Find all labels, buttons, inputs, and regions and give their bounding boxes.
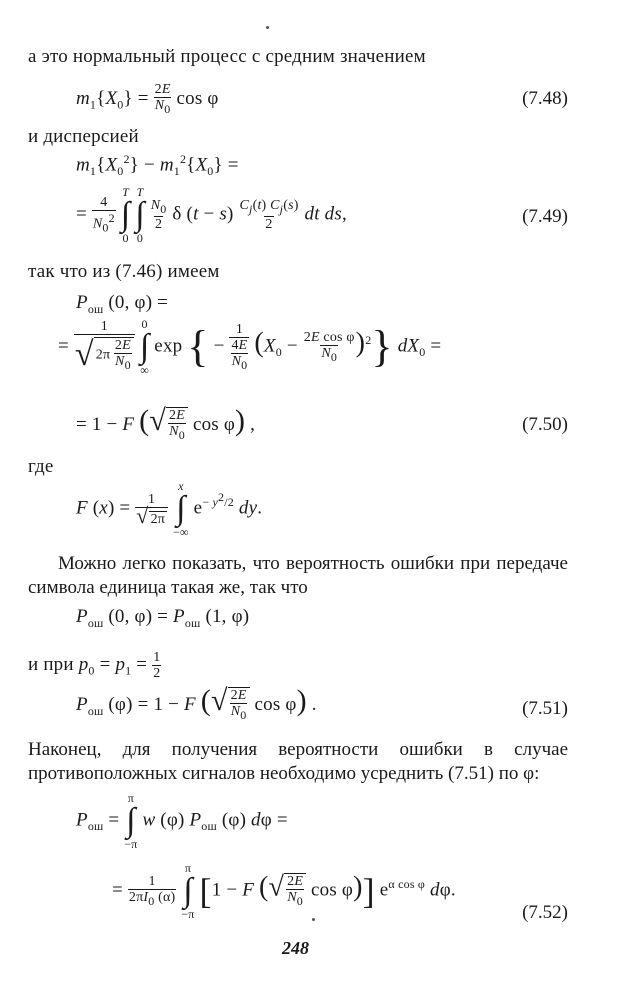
equation-7-50-part2: = 1 √ 2π $\frac{2E}{N_0}$ 0 ∫ ∞ exp { − $\frac{1}{\frac{4E}{N_0}}$ ($X_0$ − $\frac{\text{2E cos φ}}{N_0}$ )$^2$} $dX_0$ = bbox=[58, 317, 442, 377]
equation-7-52-part1: $P_{ош}$ = π ∫ −π w (φ) $P_{ош}$ (φ) dφ = bbox=[76, 791, 288, 851]
paragraph-2: Наконец, для получения вероятности ошибки в случае противоположных сигналов необходимо усреднить (7.51) по φ: bbox=[28, 739, 568, 784]
equation-P-equality: $P_{ош}$ (0, $\varphi) = P_{ош}$ (1, φ) bbox=[76, 606, 250, 630]
page-number: 248 bbox=[282, 938, 309, 958]
equation-7-51: $P_{ош}$ (φ) = 1 − F (√ $\frac{2E}{N_0}$ cos φ) . bbox=[76, 684, 317, 723]
scan-speck bbox=[266, 26, 269, 29]
equation-number-7-50: (7.50) bbox=[522, 414, 568, 435]
scan-speck bbox=[312, 918, 315, 921]
text-line-5: и при $p_0 = p_1$ = $\frac{1}{2}$ bbox=[28, 650, 161, 681]
equation-number-7-49: (7.49) bbox=[522, 206, 568, 227]
paragraph-1: Можно легко показать, что вероятность ошибки при передаче символа единица такая же, так что bbox=[28, 553, 568, 598]
text-line-5-words: и при bbox=[28, 653, 74, 675]
equation-7-52-part2: = $\frac{1}{2\pi I_0 (\alpha)}$ π ∫ −π [1 − F (√ $\frac{2E}{N_0}$ cos φ)] $e^{\alpha cos \varphi}$ dφ. bbox=[112, 861, 456, 921]
equation-number-7-52: (7.52) bbox=[522, 902, 568, 923]
equation-F-definition: F (x) = $\frac{1}{√ 2\pi}$ x ∫ −∞ $e^{- y^2/2}$ dy. bbox=[76, 479, 263, 539]
equation-7-50-part1: $P_{ош}$ (0, φ) = bbox=[76, 292, 169, 316]
equation-7-50-part3: = 1 − F (√ $\frac{2E}{N_0}$ cos φ) , bbox=[76, 404, 256, 443]
text-line-4: где bbox=[28, 456, 54, 477]
equation-7-49-part2: = $\frac{4}{N_0^2}$ T ∫ 0 T ∫ 0 $\frac{N_0}{2}$ δ (t − s) $\frac{C_j(t) C_j(s)}{2}$ dt ds, bbox=[76, 185, 347, 245]
equation-7-49-part1: $m_1\{X_0^2\} - m_1^2\{X_0\}$ = bbox=[76, 152, 239, 179]
text-line-2: и дисперсией bbox=[28, 126, 139, 147]
text-line-1: а это нормальный процесс с средним значением bbox=[28, 46, 426, 67]
equation-number-7-48: (7.48) bbox=[522, 88, 568, 109]
equation-number-7-51: (7.51) bbox=[522, 698, 568, 719]
text-line-3: так что из (7.46) имеем bbox=[28, 261, 220, 282]
equation-7-48: $m_1\{X_0\}$ = $\frac{2E}{N_0}$ cos φ bbox=[76, 82, 219, 116]
